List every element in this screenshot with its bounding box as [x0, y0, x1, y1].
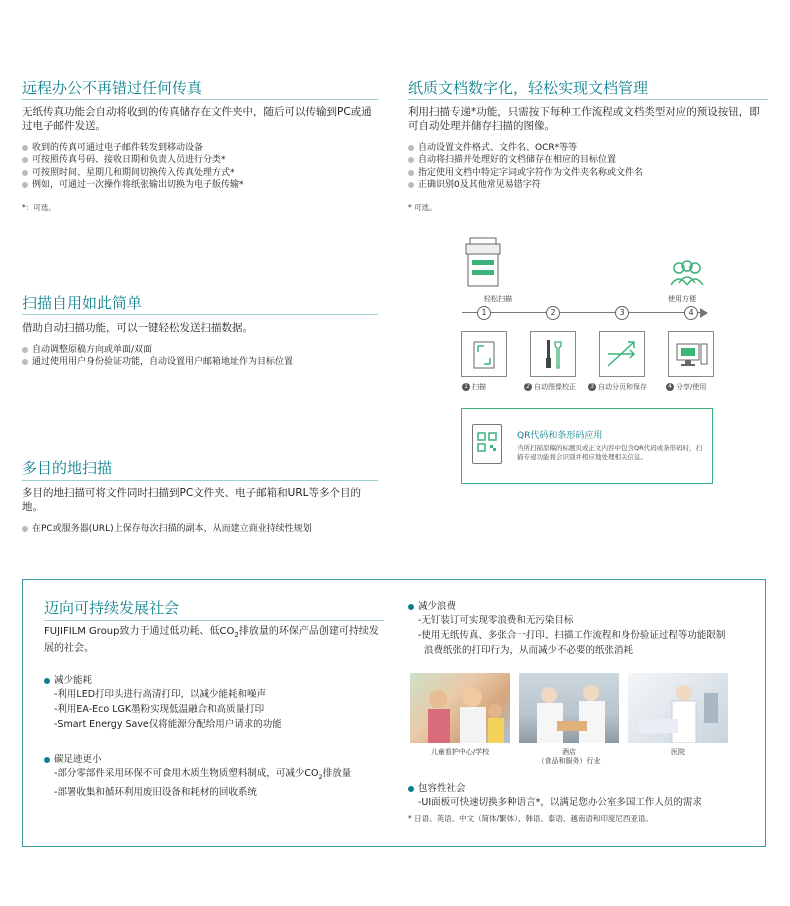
step-caption-number: 2 [524, 383, 532, 391]
list-item: 自动将扫描并处理好的文档储存在相应的目标位置 [408, 154, 768, 166]
list-item: 浪费纸张的打印行为，从而减少不必要的纸张消耗 [424, 645, 634, 656]
less-env-block [44, 753, 389, 800]
list-item: -使用无纸传真、多张合一打印、扫描工作流程和身份验证过程等功能限制 [418, 630, 726, 641]
step-caption [524, 382, 576, 392]
computer-icon [668, 331, 714, 377]
childcare-photo [410, 673, 510, 743]
list-item: 指定使用文档中特定字词或字符作为文件夹名称或文件名 [408, 167, 768, 179]
divider [408, 99, 768, 100]
divider [22, 99, 378, 100]
inclusive-note: * 日语、英语、中文（简体/繁体）、韩语、泰语、越南语和印度尼西亚语。 [408, 814, 653, 823]
sustain-intro-sub: 2 [234, 631, 239, 639]
step-caption-text: 扫描 [472, 383, 486, 391]
step-caption [462, 382, 486, 392]
digitize-list [408, 142, 768, 192]
reduce-power-block [44, 674, 384, 732]
step-caption-number: 1 [462, 383, 470, 391]
qr-code-icon [472, 424, 502, 464]
multi-scan-title: 多目的地扫描 [22, 459, 113, 477]
sustain-intro-text: FUJIFILM Group致力于通过低功耗、低CO [44, 626, 235, 637]
list-item [44, 766, 389, 785]
hotel-caption [519, 748, 619, 766]
step-number: 4 [684, 306, 698, 320]
step-caption-text: 自动分页和保存 [598, 383, 647, 391]
list-item: 可按照时间、星期几和期间切换传入传真处理方式* [22, 167, 378, 179]
list-item: -利用LED打印头进行高清打印，以减少能耗和噪声 [54, 689, 267, 700]
remote-fax-title: 远程办公不再错过任何传真 [22, 79, 203, 97]
sustain-intro-text: 排放量的环保产品创建可持续发展的社会。 [44, 626, 379, 654]
sort-arrows-icon [599, 331, 645, 377]
list-item: 例如，可通过一次操作将纸张输出切换为电子版传输* [22, 179, 378, 191]
step-caption-number: 4 [666, 383, 674, 391]
list-item: 自动设置文件格式、文件名、OCR*等等 [408, 142, 768, 154]
sustain-title: 迈向可持续发展社会 [44, 599, 180, 617]
arrow-icon [700, 308, 708, 318]
reduce-power-head: 减少能耗 [44, 674, 384, 687]
step-number: 1 [477, 306, 491, 320]
remote-fax-note: *：可选。 [22, 203, 56, 212]
less-env-item-sub: 2 [318, 772, 323, 781]
hospital-photo [628, 673, 728, 743]
digitize-section [408, 78, 768, 98]
list-item: 收到的传真可通过电子邮件转发到移动设备 [22, 142, 378, 154]
digitize-note: * 可选。 [408, 203, 437, 212]
multi-scan-list [22, 523, 378, 535]
qr-info-box [461, 408, 713, 484]
reduce-waste-head: 减少浪费 [408, 600, 758, 613]
users-icon [668, 259, 706, 287]
hospital-caption: 医院 [671, 748, 685, 756]
list-item: -部署收集和循环利用废旧设备和耗材的回收系统 [54, 786, 257, 798]
multi-scan-intro: 多目的地扫描可将文件同时扫描到PC文件夹、电子邮箱和URL等多个目的地。 [22, 487, 361, 513]
list-item: 在PC或服务器(URL)上保存每次扫描的副本，从而建立商业持续性规划 [22, 523, 378, 535]
list-item: 正确识别0及其他常见易错字符 [408, 179, 768, 191]
reduce-waste-block [408, 600, 758, 658]
step-caption-number: 3 [588, 383, 596, 391]
hotel-kitchen-photo [519, 673, 619, 743]
list-item: -利用EA-Eco LGK墨粉实现低温融合和高质量打印 [54, 704, 265, 715]
remote-fax-list [22, 142, 378, 192]
digitize-intro: 利用扫描专递*功能，只需按下每种工作流程或文档类型对应的预设按钮，即可自动处理并储存扫描的图像。 [408, 106, 760, 132]
scan-document-icon [461, 331, 507, 377]
printer-icon [464, 236, 504, 288]
childcare-caption: 儿童看护中心/学校 [430, 748, 490, 756]
multi-scan-section [22, 458, 378, 478]
list-item: 自动调整原稿方向或单面/双面 [22, 344, 378, 356]
list-item: -无钉装订可实现零浪费和无污染目标 [418, 615, 574, 626]
scan-easy-list [22, 344, 378, 369]
list-item: -Smart Energy Save仅将能源分配给用户请求的功能 [54, 719, 282, 730]
workflow-start-label: 轻松扫描 [484, 295, 512, 303]
step-number: 2 [546, 306, 560, 320]
divider [22, 480, 378, 481]
less-env-head: 碳足迹更小 [44, 753, 389, 766]
qr-desc: 当所扫描原稿的标题页或正文内容中包含QR代码或条形码时，扫描专递功能将会识别并相应地处理相关信息。 [517, 444, 703, 461]
tools-icon [530, 331, 576, 377]
inclusive-head: 包容性社会 [408, 782, 758, 795]
list-item: 可按照传真号码、接收日期和负责人员进行分类* [22, 154, 378, 166]
step-caption [588, 382, 647, 392]
scan-easy-title: 扫描自用如此简单 [22, 294, 143, 312]
step-caption-text: 自动图像校正 [534, 383, 576, 391]
step-caption [666, 382, 706, 392]
remote-fax-section [22, 78, 378, 98]
hotel-caption-line1: 酒店 [562, 748, 576, 756]
inclusive-block [408, 782, 758, 824]
sustain-title-wrap [44, 598, 179, 618]
step-number: 3 [615, 306, 629, 320]
remote-fax-intro: 无纸传真功能会自动将收到的传真储存在文件夹中，随后可以传输到PC或通过电子邮件发送。 [22, 106, 372, 132]
step-caption-text: 分享/使用 [676, 383, 707, 391]
sustain-intro [44, 625, 379, 656]
qr-title: QR代码和条形码应用 [517, 431, 603, 441]
scan-easy-section [22, 293, 378, 313]
divider [44, 620, 384, 621]
list-item: -UI面板可快速切换多种语言*，以满足您办公室多国工作人员的需求 [418, 797, 702, 808]
divider [22, 314, 378, 315]
list-item: 通过使用用户身份验证功能，自动设置用户邮箱地址作为目标位置 [22, 356, 378, 368]
hotel-caption-line2: （食品和服务）行业 [537, 757, 601, 765]
workflow-end-label: 使用方便 [668, 295, 696, 303]
workflow-line [462, 312, 702, 313]
less-env-item-text: -部分零部件采用环保不可食用木质生物质塑料制成，可减少CO [54, 768, 319, 779]
digitize-title: 纸质文档数字化，轻松实现文档管理 [408, 79, 649, 97]
scan-easy-intro: 借助自动扫描功能，可以一键轻松发送扫描数据。 [22, 322, 253, 334]
less-env-item-text: 排放量 [322, 768, 352, 779]
